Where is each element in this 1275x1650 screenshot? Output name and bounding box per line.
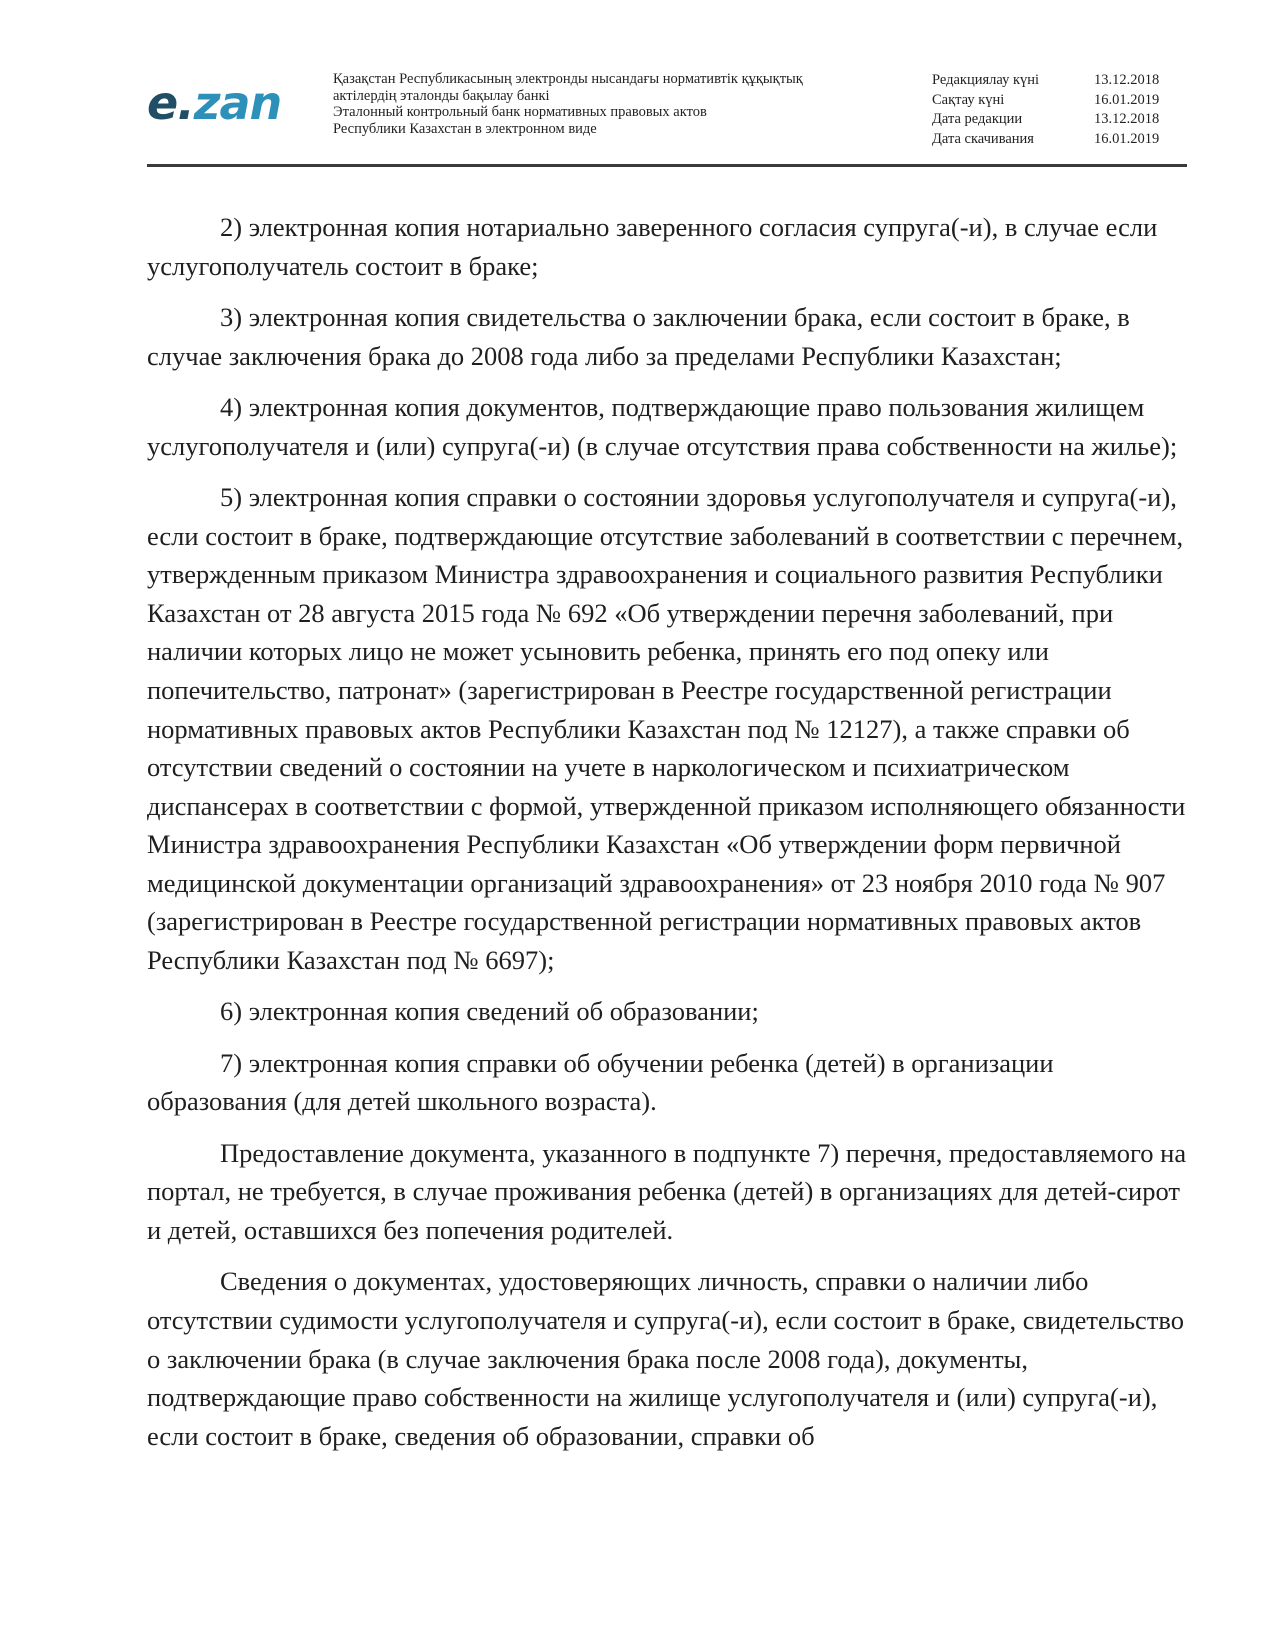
meta-value: 16.01.2019	[1094, 91, 1160, 108]
logo-zan: zan	[193, 76, 282, 130]
document-body	[147, 208, 1187, 1468]
meta-row	[932, 110, 1182, 130]
source-description	[333, 71, 893, 137]
meta-label: Дата скачивания	[932, 130, 1034, 147]
meta-value: 13.12.2018	[1094, 72, 1160, 88]
paragraph: 4) электронная копия документов, подтверждающие право пользования жилищем услугополучателя и (или) супруга(-и) (в случае отсутствия права собственности на жилье);	[147, 391, 1178, 461]
paragraph: 5) электронная копия справки о состоянии здоровья услугополучателя и супруга(-и), если состоит в браке, подтверждающие отсутствие заболеваний в соответствии с перечнем, утвержденным приказом Министра здравоохранения и социального развития Республики Казахстан от 28 августа 2015 года № 692 «Об утверждении перечня заболеваний, при наличии которых лицо не может усыновить ребенка, принять его под опеку или попечительство, патронат» (зарегистрирован в Реестре государственной регистрации нормативных правовых актов Республики Казахстан под № 12127), а также справки об отсутствии сведений о состоянии на учете в наркологическом и психиатрическом диспансерах в соответствии с формой, утвержденной приказом исполняющего обязанности Министра здравоохранения Республики Казахстан «Об утверждении форм первичной медицинской документации организаций здравоохранения» от 23 ноября 2010 года № 907 (зарегистрирован в Реестре государственной регистрации нормативных правовых актов Республики Казахстан под № 6697);	[147, 481, 1186, 976]
paragraph: 3) электронная копия свидетельства о заключении брака, если состоит в браке, в случае заключения брака до 2008 года либо за пределами Республики Казахстан;	[147, 301, 1130, 371]
ezan-logo	[147, 76, 282, 130]
paragraph: Предоставление документа, указанного в подпункте 7) перечня, предоставляемого на портал, не требуется, в случае проживания ребенка (детей) в организациях для детей-сирот и детей, оставшихся без попечения родителей.	[147, 1137, 1187, 1246]
paragraph: Сведения о документах, удостоверяющих личность, справки о наличии либо отсутствии судимости услугополучателя и супруга(-и), если состоит в браке, свидетельство о заключении брака (в случае заключения брака после 2008 года), документы, подтверждающие право собственности на жилище услугополучателя и (или) супруга(-и), если состоит в браке, сведения об образовании, справки об	[147, 1266, 1184, 1451]
meta-label: Дата редакции	[932, 111, 1023, 127]
meta-label: Редакциялау күні	[932, 72, 1040, 88]
header-divider	[147, 164, 1187, 167]
source-line: Республики Казахстан в электронном виде	[333, 120, 597, 137]
paragraph: 6) электронная копия сведений об образовании;	[220, 996, 759, 1027]
logo-e: e	[147, 76, 178, 130]
logo-dot: .	[177, 76, 194, 130]
source-line: актілердің эталонды бақылау банкі	[333, 87, 550, 104]
meta-dates	[932, 71, 1182, 149]
meta-value: 13.12.2018	[1094, 111, 1160, 127]
source-line: Эталонный контрольный банк нормативных правовых актов	[333, 104, 707, 120]
paragraph: 7) электронная копия справки об обучении ребенка (детей) в организации образования (для детей школьного возраста).	[147, 1047, 1054, 1117]
meta-row	[932, 91, 1182, 111]
paragraph: 2) электронная копия нотариально заверенного согласия супруга(-и), в случае если услугополучатель состоит в браке;	[147, 212, 1158, 281]
meta-label: Сақтау күні	[932, 91, 1005, 108]
document-header	[147, 64, 1187, 164]
meta-row	[932, 130, 1182, 150]
meta-value: 16.01.2019	[1094, 130, 1160, 147]
meta-row	[932, 71, 1182, 91]
source-line: Қазақстан Республикасының электронды нысандағы нормативтік құқықтық	[333, 71, 803, 87]
